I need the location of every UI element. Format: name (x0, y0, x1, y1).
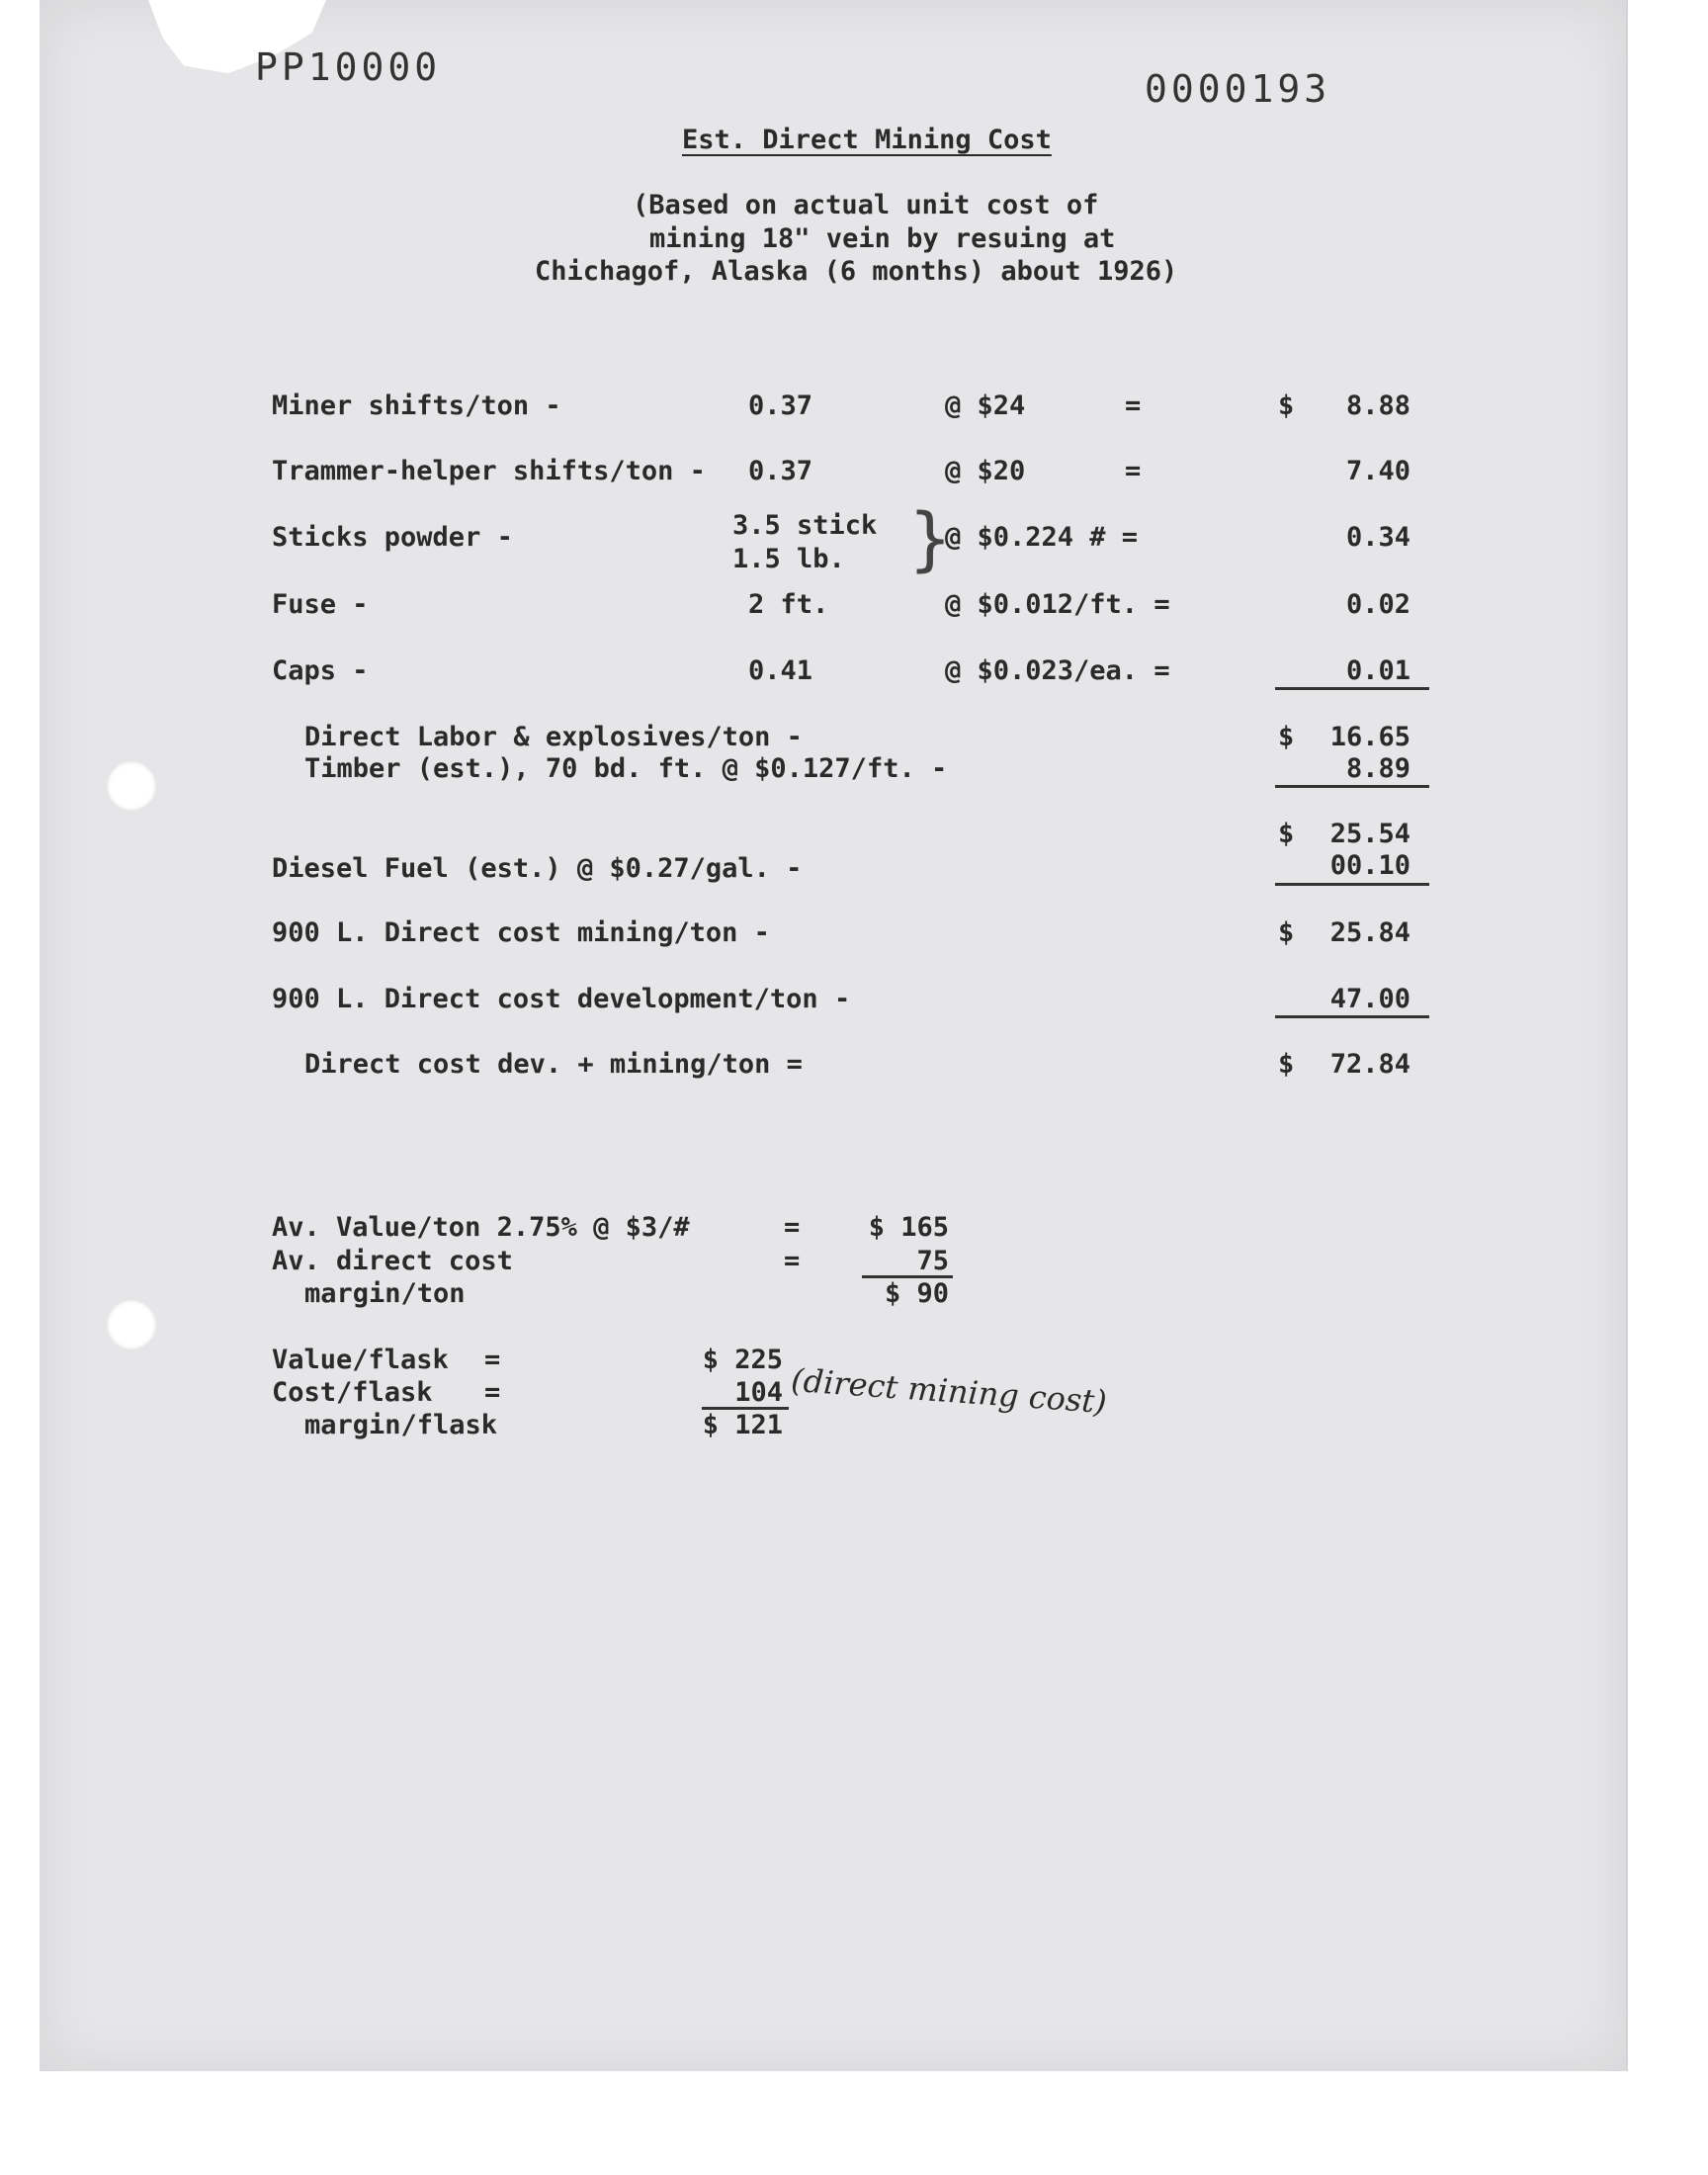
labor-explosives-label: Direct Labor & explosives/ton - (304, 722, 803, 752)
subtotal-amount: 25.54 (1329, 819, 1410, 849)
value-per-ton-amount: $ 165 (868, 1212, 949, 1243)
diesel-amount: 00.10 (1329, 850, 1410, 881)
sum-rule (1275, 1015, 1429, 1018)
row-miner-equals: = (1125, 391, 1142, 421)
cost-per-flask-equals: = (484, 1377, 501, 1408)
punch-hole (107, 1300, 156, 1349)
sum-rule (1275, 785, 1429, 788)
direct-cost-amount: 75 (916, 1246, 949, 1276)
row-trammer-amount: 7.40 (1345, 456, 1410, 486)
timber-amount: 8.89 (1345, 753, 1410, 784)
cost-per-flask-label: Cost/flask (272, 1377, 433, 1408)
labor-explosives-dollar: $ (1278, 722, 1295, 752)
row-trammer-label: Trammer-helper shifts/ton - (272, 456, 706, 486)
document-page (40, 0, 1628, 2071)
mining-cost-label: 900 L. Direct cost mining/ton - (272, 917, 770, 948)
row-fuse-rate: @ $0.012/ft. = (945, 589, 1170, 620)
page-title: Est. Direct Mining Cost (682, 125, 1052, 155)
handwritten-note: (direct mining cost) (790, 1360, 1108, 1422)
punch-hole (107, 761, 156, 811)
mining-cost-dollar: $ (1278, 917, 1295, 948)
total-cost-label: Direct cost dev. + mining/ton = (304, 1049, 803, 1080)
value-per-flask-label: Value/flask (272, 1345, 449, 1375)
subtitle-line-2: mining 18" vein by resuing at (649, 223, 1116, 254)
sum-rule (1275, 687, 1429, 690)
margin-per-flask-label: margin/flask (304, 1410, 498, 1440)
row-powder-qty-lbs: 1.5 lb. (732, 544, 845, 574)
row-powder-label: Sticks powder - (272, 522, 513, 553)
stamp-top-left: PP10000 (255, 45, 442, 89)
margin-per-ton-label: margin/ton (304, 1278, 466, 1309)
row-trammer-equals: = (1125, 456, 1142, 486)
row-caps-qty: 0.41 (748, 655, 813, 686)
cost-per-flask-amount: 104 (734, 1377, 783, 1408)
row-caps-amount: 0.01 (1345, 655, 1410, 686)
total-cost-amount: 72.84 (1329, 1049, 1410, 1080)
direct-cost-label: Av. direct cost (272, 1246, 513, 1276)
row-fuse-label: Fuse - (272, 589, 369, 620)
subtitle-line-3: Chichagof, Alaska (6 months) about 1926) (535, 256, 1178, 287)
row-trammer-rate: @ $20 (945, 456, 1026, 486)
sum-rule (1275, 883, 1429, 886)
development-cost-label: 900 L. Direct cost development/ton - (272, 984, 851, 1014)
row-fuse-amount: 0.02 (1345, 589, 1410, 620)
total-cost-dollar: $ (1278, 1049, 1295, 1080)
subtotal-dollar: $ (1278, 819, 1295, 849)
direct-cost-equals: = (784, 1246, 801, 1276)
stamp-page-number: 0000193 (1145, 67, 1331, 111)
row-trammer-qty: 0.37 (748, 456, 813, 486)
margin-per-ton-amount: $ 90 (884, 1278, 949, 1309)
row-miner-amount: 8.88 (1345, 391, 1410, 421)
row-miner-rate: @ $24 (945, 391, 1026, 421)
value-per-ton-equals: = (784, 1212, 801, 1243)
row-caps-rate: @ $0.023/ea. = (945, 655, 1170, 686)
value-per-ton-label: Av. Value/ton 2.75% @ $3/# (272, 1212, 690, 1243)
diesel-label: Diesel Fuel (est.) @ $0.27/gal. - (272, 853, 803, 884)
row-miner-label: Miner shifts/ton - (272, 391, 561, 421)
row-fuse-qty: 2 ft. (748, 589, 829, 620)
value-per-flask-amount: $ 225 (702, 1345, 783, 1375)
mining-cost-amount: 25.84 (1329, 917, 1410, 948)
row-powder-qty-sticks: 3.5 stick (732, 510, 878, 541)
row-miner-qty: 0.37 (748, 391, 813, 421)
subtitle-line-1: (Based on actual unit cost of (633, 190, 1099, 220)
development-cost-amount: 47.00 (1329, 984, 1410, 1014)
row-miner-dollar: $ (1278, 391, 1295, 421)
value-per-flask-equals: = (484, 1345, 501, 1375)
brace-glyph: } (909, 498, 952, 579)
margin-per-flask-amount: $ 121 (702, 1410, 783, 1440)
row-powder-rate: @ $0.224 # = (945, 522, 1139, 553)
row-powder-amount: 0.34 (1345, 522, 1410, 553)
timber-label: Timber (est.), 70 bd. ft. @ $0.127/ft. - (304, 753, 948, 784)
row-caps-label: Caps - (272, 655, 369, 686)
labor-explosives-amount: 16.65 (1329, 722, 1410, 752)
